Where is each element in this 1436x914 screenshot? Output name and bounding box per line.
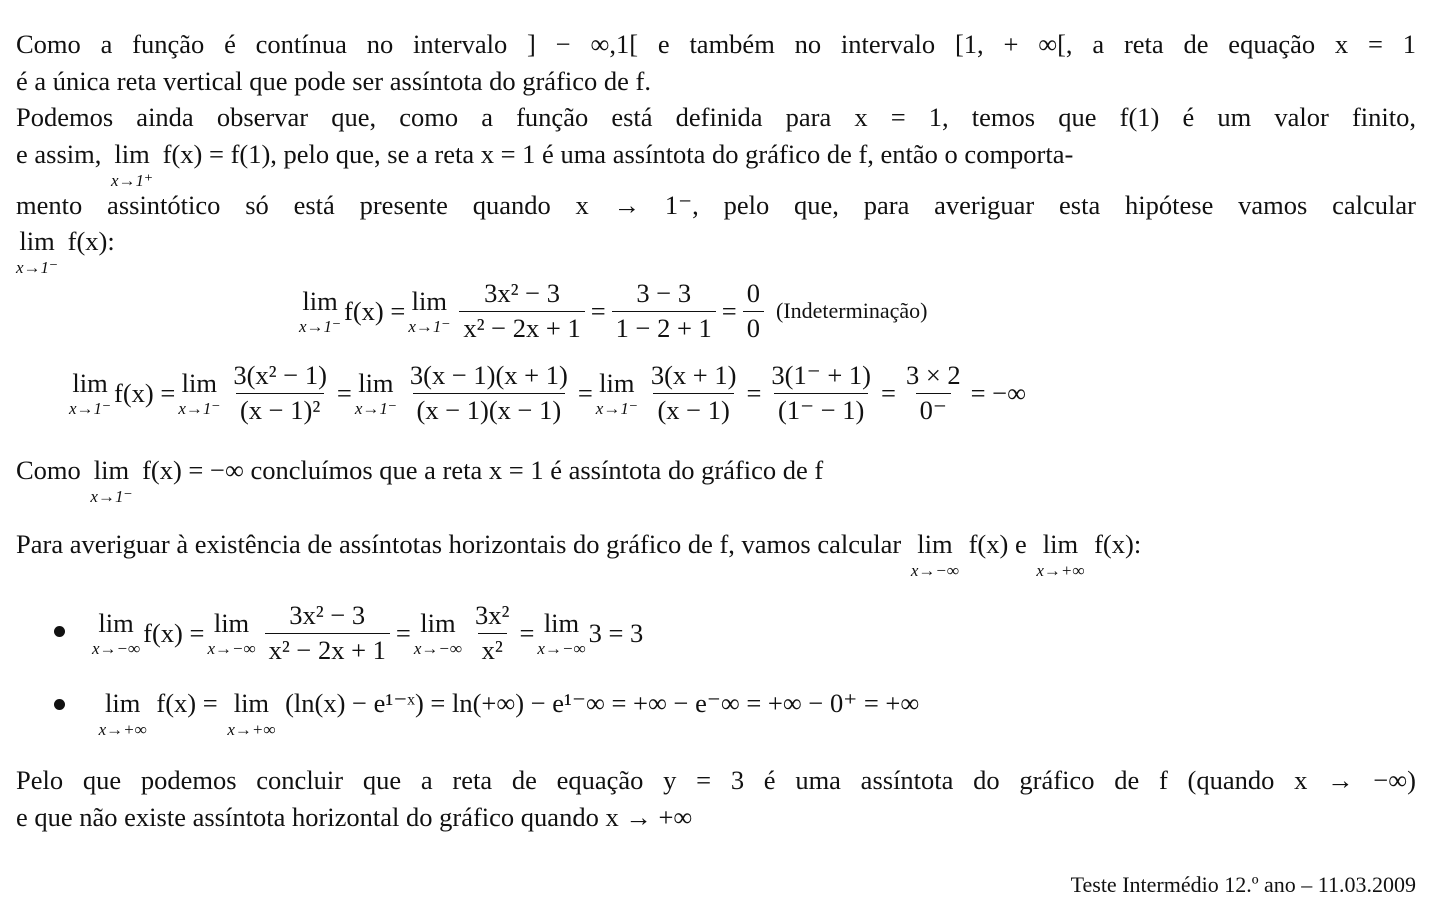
fraction-numerator: 3(1⁻ + 1) bbox=[771, 360, 871, 390]
paragraph2-line2-suffix: f(x) = f(1), pelo que, se a reta x = 1 é uma assíntota do gráfico de f, então o comporta- bbox=[162, 139, 1074, 169]
fraction bbox=[471, 602, 513, 665]
limit-subscript: x→1⁻ bbox=[16, 257, 59, 277]
limit-expression: lim x→−∞ bbox=[207, 607, 256, 659]
fraction-numerator: 3x² − 3 bbox=[289, 600, 366, 630]
bullet-item-2 bbox=[54, 690, 919, 738]
paragraph2-line1: Podemos ainda observar que, como a função está definida para x = 1, temos que f(1) é um valor finito, bbox=[16, 102, 1416, 132]
conclusion-suffix: f(x) = −∞ concluímos que a reta x = 1 é assíntota do gráfico de f bbox=[142, 455, 824, 485]
equation-1: lim x→1⁻ f(x) = lim x→1⁻ $\frac{\text{3x² − 3}}{\text{x² − 2x + 1}}$ = $\frac{3 - 3}{1 - 2 + 1}$ = $\frac{0}{0}$ (Indeterminação) bbox=[299, 278, 928, 343]
fraction-denominator: (1⁻ − 1) bbox=[774, 393, 868, 425]
limit-expression: lim x→−∞ bbox=[537, 607, 586, 659]
fraction-denominator: 0⁻ bbox=[916, 393, 951, 425]
limit-subscript: x→1⁺ bbox=[111, 170, 154, 190]
paragraph1-line2: é a única reta vertical que pode ser assíntota do gráfico de f. bbox=[16, 66, 651, 96]
equation-fx: f(x) = bbox=[156, 688, 218, 718]
limit-subscript: x→1⁻ bbox=[354, 399, 397, 419]
fraction-denominator: (x − 1)² bbox=[236, 393, 324, 425]
limit-expression: lim x→1⁻ bbox=[178, 367, 221, 419]
fraction-numerator: 3 × 2 bbox=[905, 360, 961, 390]
horizontal-intro-text: Para averiguar à existência de assíntotas horizontais do gráfico de f, vamos calcular bbox=[16, 529, 902, 559]
fraction-numerator: 0 bbox=[746, 278, 760, 308]
limit-expression: lim x→1⁺ bbox=[111, 139, 154, 190]
fraction bbox=[647, 362, 741, 425]
paragraph2-line2-prefix: e assim, bbox=[16, 139, 102, 169]
fraction bbox=[229, 362, 331, 425]
limit-expression: lim x→1⁻ bbox=[408, 285, 451, 337]
paragraph1-line1: Como a função é contínua no intervalo ] − ∞,1[ e também no intervalo [1, + ∞[, a reta de equação x = 1 bbox=[16, 29, 1416, 59]
limit-subscript: x→+∞ bbox=[1036, 560, 1085, 580]
fraction bbox=[612, 280, 716, 343]
limit-subscript: x→+∞ bbox=[98, 719, 147, 739]
fraction bbox=[265, 602, 390, 665]
limit-expression: lim x→−∞ bbox=[910, 529, 959, 580]
limit-expression: lim x→1⁻ bbox=[595, 367, 638, 419]
fraction-numerator: 3(x² − 1) bbox=[233, 360, 327, 390]
paragraph2-line2 bbox=[16, 141, 1073, 189]
final-line1: Pelo que podemos concluir que a reta de equação y = 3 é uma assíntota do gráfico de f (quando x → −∞) bbox=[16, 765, 1416, 795]
horizontal-intro-and: f(x) e bbox=[968, 529, 1027, 559]
limit-expression: lim x→1⁻ bbox=[16, 226, 59, 277]
limit-expression: lim x→1⁻ bbox=[69, 367, 112, 419]
fraction-numerator: 3(x − 1)(x + 1) bbox=[409, 360, 568, 390]
limit-expression: lim x→1⁻ bbox=[354, 367, 397, 419]
fraction-denominator: x² bbox=[478, 633, 507, 665]
fraction-denominator: (x − 1)(x − 1) bbox=[413, 393, 566, 425]
equation-result: = −∞ bbox=[970, 377, 1027, 408]
limit-subscript: x→1⁻ bbox=[178, 399, 221, 419]
paragraph2-line3: mento assintótico só está presente quando x → 1⁻, pelo que, para averiguar esta hipótese vamos calcular bbox=[16, 190, 1416, 220]
limit-subscript: x→−∞ bbox=[537, 639, 586, 659]
limit-subscript: x→1⁻ bbox=[408, 317, 451, 337]
limit-subscript: x→1⁻ bbox=[595, 399, 638, 419]
limit-subscript: x→1⁻ bbox=[299, 317, 342, 337]
fraction-numerator: 3(x + 1) bbox=[650, 360, 737, 390]
equation-fx: f(x) = bbox=[344, 295, 406, 326]
horizontal-intro-end: f(x): bbox=[1094, 529, 1142, 559]
bullet-icon bbox=[54, 626, 65, 637]
equation-fx: f(x) = bbox=[114, 377, 176, 408]
final-line2: e que não existe assíntota horizontal do gráfico quando x → +∞ bbox=[16, 802, 693, 832]
limit-expression: lim x→−∞ bbox=[92, 607, 141, 659]
indeterminate-note: (Indeterminação) bbox=[776, 298, 928, 324]
limit-subscript: x→−∞ bbox=[207, 639, 256, 659]
paragraph2-line4-suffix: f(x): bbox=[67, 226, 115, 256]
limit-expression: lim x→+∞ bbox=[227, 688, 276, 739]
fraction bbox=[902, 362, 965, 425]
limit-subscript: x→−∞ bbox=[413, 639, 463, 659]
paragraph2-line4 bbox=[16, 228, 115, 276]
fraction-numerator: 3x² bbox=[475, 600, 510, 630]
fraction bbox=[406, 362, 572, 425]
limit-expression: lim x→1⁻ bbox=[90, 455, 133, 506]
limit-subscript: x→−∞ bbox=[910, 560, 959, 580]
limit-expression: lim x→1⁻ bbox=[299, 285, 342, 337]
horizontal-intro bbox=[16, 531, 1141, 579]
fraction-numerator: 3x² − 3 bbox=[484, 278, 560, 308]
limit-subscript: x→1⁻ bbox=[69, 399, 112, 419]
limit-expression: lim x→+∞ bbox=[98, 688, 147, 739]
limit-subscript: x→−∞ bbox=[92, 639, 141, 659]
equation-fx: f(x) = bbox=[143, 617, 205, 648]
fraction-denominator: (x − 1) bbox=[653, 393, 733, 425]
equation-tail: 3 = 3 bbox=[588, 617, 644, 648]
fraction bbox=[459, 280, 584, 343]
footer-source: Teste Intermédio 12.º ano – 11.03.2009 bbox=[1070, 872, 1416, 897]
fraction-denominator: 0 bbox=[743, 311, 764, 343]
conclusion-1 bbox=[16, 457, 823, 505]
fraction-numerator: 3 − 3 bbox=[636, 278, 692, 308]
bullet-item-1: lim x→−∞ f(x) = lim x→−∞ $\frac{\text{3x² − 3}}{\text{x² − 2x + 1}}$ = lim x→−∞ $\frac{\text{3x²}}{\text{x²}}$ = lim x→−∞ 3 = 3 bbox=[54, 602, 643, 665]
bullet-icon bbox=[54, 699, 65, 710]
limit-subscript: x→1⁻ bbox=[90, 486, 133, 506]
conclusion-prefix: Como bbox=[16, 455, 81, 485]
equation-2: lim x→1⁻ f(x) = lim x→1⁻ $\frac{\text{3(x² − 1)}}{\text{(x − 1)²}}$ = lim x→1⁻ $\frac{3(x - 1)(x + 1)}{(x - 1)(x - 1)}$ = lim x→1⁻ $\frac{3(x + 1)}{(x - 1)}$ = $\frac{3(1^- + 1)}{(1^- - 1)}$ = $\frac{3 \times 2}{0^-}$ = −∞ bbox=[69, 360, 1027, 425]
fraction bbox=[743, 280, 764, 343]
limit-expression: lim x→−∞ bbox=[413, 607, 463, 659]
fraction-denominator: 1 − 2 + 1 bbox=[612, 311, 716, 343]
limit-subscript: x→+∞ bbox=[227, 719, 276, 739]
fraction-denominator: x² − 2x + 1 bbox=[265, 633, 390, 665]
fraction-denominator: x² − 2x + 1 bbox=[459, 311, 584, 343]
equation-tail: (ln(x) − e¹⁻ˣ) = ln(+∞) − e¹⁻∞ = +∞ − e⁻∞ = +∞ − 0⁺ = +∞ bbox=[285, 688, 920, 718]
limit-expression: lim x→+∞ bbox=[1036, 529, 1085, 580]
fraction bbox=[767, 362, 875, 425]
